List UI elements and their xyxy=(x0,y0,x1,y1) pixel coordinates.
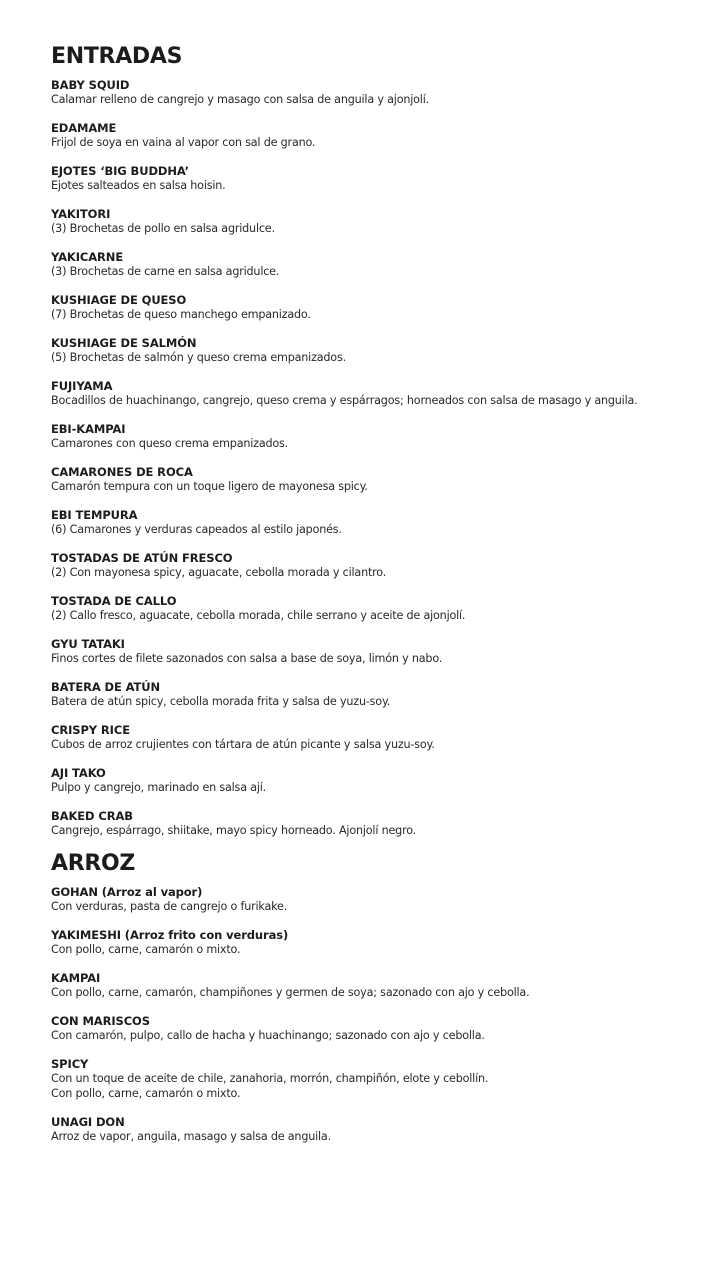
menu-section xyxy=(51,838,688,1144)
menu-item-name: KUSHIAGE DE SALMÓN xyxy=(51,336,197,350)
menu-item-name: KAMPAI xyxy=(51,971,101,985)
menu-item xyxy=(51,164,688,193)
menu-item-name: KUSHIAGE DE QUESO xyxy=(51,293,187,307)
menu-item-name: EBI TEMPURA xyxy=(51,508,138,522)
menu-item-name: YAKITORI xyxy=(51,207,111,221)
menu-item xyxy=(51,971,688,1000)
menu-item-description: (7) Brochetas de queso manchego empanizado. xyxy=(51,308,311,321)
menu-item-name: BAKED CRAB xyxy=(51,809,133,823)
menu-item-description: Frijol de soya en vaina al vapor con sal de grano. xyxy=(51,136,316,149)
menu-item-name: AJI TAKO xyxy=(51,766,106,780)
menu-item xyxy=(51,809,688,838)
menu-item xyxy=(51,928,688,957)
menu-item-description: (6) Camarones y verduras capeados al estilo japonés. xyxy=(51,523,342,536)
menu-item-name: SPICY xyxy=(51,1057,89,1071)
menu-item xyxy=(51,379,688,408)
menu-item xyxy=(51,465,688,494)
menu-item-description: Con verduras, pasta de cangrejo o furikake. xyxy=(51,900,288,913)
menu-item xyxy=(51,78,688,107)
menu-item-name: EJOTES ‘BIG BUDDHA’ xyxy=(51,164,189,178)
menu-item-description: (3) Brochetas de pollo en salsa agridulce. xyxy=(51,222,275,235)
menu-item-name: UNAGI DON xyxy=(51,1115,125,1129)
menu-item xyxy=(51,1115,688,1144)
menu-item-description: (3) Brochetas de carne en salsa agridulce. xyxy=(51,265,280,278)
menu-item-name: YAKICARNE xyxy=(51,250,124,264)
menu-item-description: (5) Brochetas de salmón y queso crema empanizados. xyxy=(51,351,346,364)
menu-item-description: Con camarón, pulpo, callo de hacha y huachinango; sazonado con ajo y cebolla. xyxy=(51,1029,485,1042)
menu-item xyxy=(51,766,688,795)
menu-item-description: Con pollo, carne, camarón, champiñones y germen de soya; sazonado con ajo y cebolla. xyxy=(51,986,530,999)
section-title: ENTRADAS xyxy=(51,44,183,69)
menu-item-name: TOSTADAS DE ATÚN FRESCO xyxy=(51,551,233,565)
menu-item-name: CAMARONES DE ROCA xyxy=(51,465,193,479)
menu-item-description: Con pollo, carne, camarón o mixto. xyxy=(51,1087,241,1100)
menu-item xyxy=(51,1057,688,1101)
menu-item-description: Bocadillos de huachinango, cangrejo, queso crema y espárragos; horneados con salsa de masago y anguila. xyxy=(51,394,638,407)
menu-item-description: Cangrejo, espárrago, shiitake, mayo spicy horneado. Ajonjolí negro. xyxy=(51,824,417,837)
menu-item-name: GOHAN (Arroz al vapor) xyxy=(51,885,203,899)
menu-item-name: GYU TATAKI xyxy=(51,637,125,651)
menu-item xyxy=(51,723,688,752)
menu-item-name: CRISPY RICE xyxy=(51,723,130,737)
menu-item-description: (2) Callo fresco, aguacate, cebolla morada, chile serrano y aceite de ajonjolí. xyxy=(51,609,466,622)
menu-item-name: CON MARISCOS xyxy=(51,1014,150,1028)
menu-item-name: FUJIYAMA xyxy=(51,379,113,393)
menu-item xyxy=(51,250,688,279)
menu-item xyxy=(51,1014,688,1043)
menu-item xyxy=(51,637,688,666)
menu-item-description: Camarones con queso crema empanizados. xyxy=(51,437,289,450)
menu-item xyxy=(51,207,688,236)
menu-item xyxy=(51,293,688,322)
menu-item-description: Batera de atún spicy, cebolla morada frita y salsa de yuzu-soy. xyxy=(51,695,391,708)
menu-item-description: Con un toque de aceite de chile, zanahoria, morrón, champiñón, elote y cebollín. xyxy=(51,1072,489,1085)
menu-item-description: Finos cortes de filete sazonados con salsa a base de soya, limón y nabo. xyxy=(51,652,443,665)
menu-item-name: TOSTADA DE CALLO xyxy=(51,594,177,608)
menu-item xyxy=(51,336,688,365)
menu-item xyxy=(51,680,688,709)
menu-item-description: Cubos de arroz crujientes con tártara de atún picante y salsa yuzu-soy. xyxy=(51,738,435,751)
menu-item-description: (2) Con mayonesa spicy, aguacate, cebolla morada y cilantro. xyxy=(51,566,387,579)
menu-item-description: Calamar relleno de cangrejo y masago con salsa de anguila y ajonjolí. xyxy=(51,93,429,106)
menu-item xyxy=(51,422,688,451)
menu-item-name: EDAMAME xyxy=(51,121,117,135)
menu-item-name: YAKIMESHI (Arroz frito con verduras) xyxy=(51,928,289,942)
menu-item-description: Ejotes salteados en salsa hoisin. xyxy=(51,179,226,192)
menu-item-description: Con pollo, carne, camarón o mixto. xyxy=(51,943,241,956)
section-title: ARROZ xyxy=(51,851,136,876)
menu-section xyxy=(51,44,688,838)
menu-item-description: Arroz de vapor, anguila, masago y salsa de anguila. xyxy=(51,1130,331,1143)
menu-content xyxy=(51,44,688,1144)
menu-item-name: BATERA DE ATÚN xyxy=(51,680,161,694)
menu-item xyxy=(51,594,688,623)
menu-item xyxy=(51,121,688,150)
menu-item-description: Pulpo y cangrejo, marinado en salsa ají. xyxy=(51,781,267,794)
menu-item-description: Camarón tempura con un toque ligero de mayonesa spicy. xyxy=(51,480,368,493)
menu-item-name: EBI-KAMPAI xyxy=(51,422,126,436)
menu-item xyxy=(51,551,688,580)
menu-item xyxy=(51,885,688,914)
menu-item-name: BABY SQUID xyxy=(51,78,130,92)
menu-item xyxy=(51,508,688,537)
